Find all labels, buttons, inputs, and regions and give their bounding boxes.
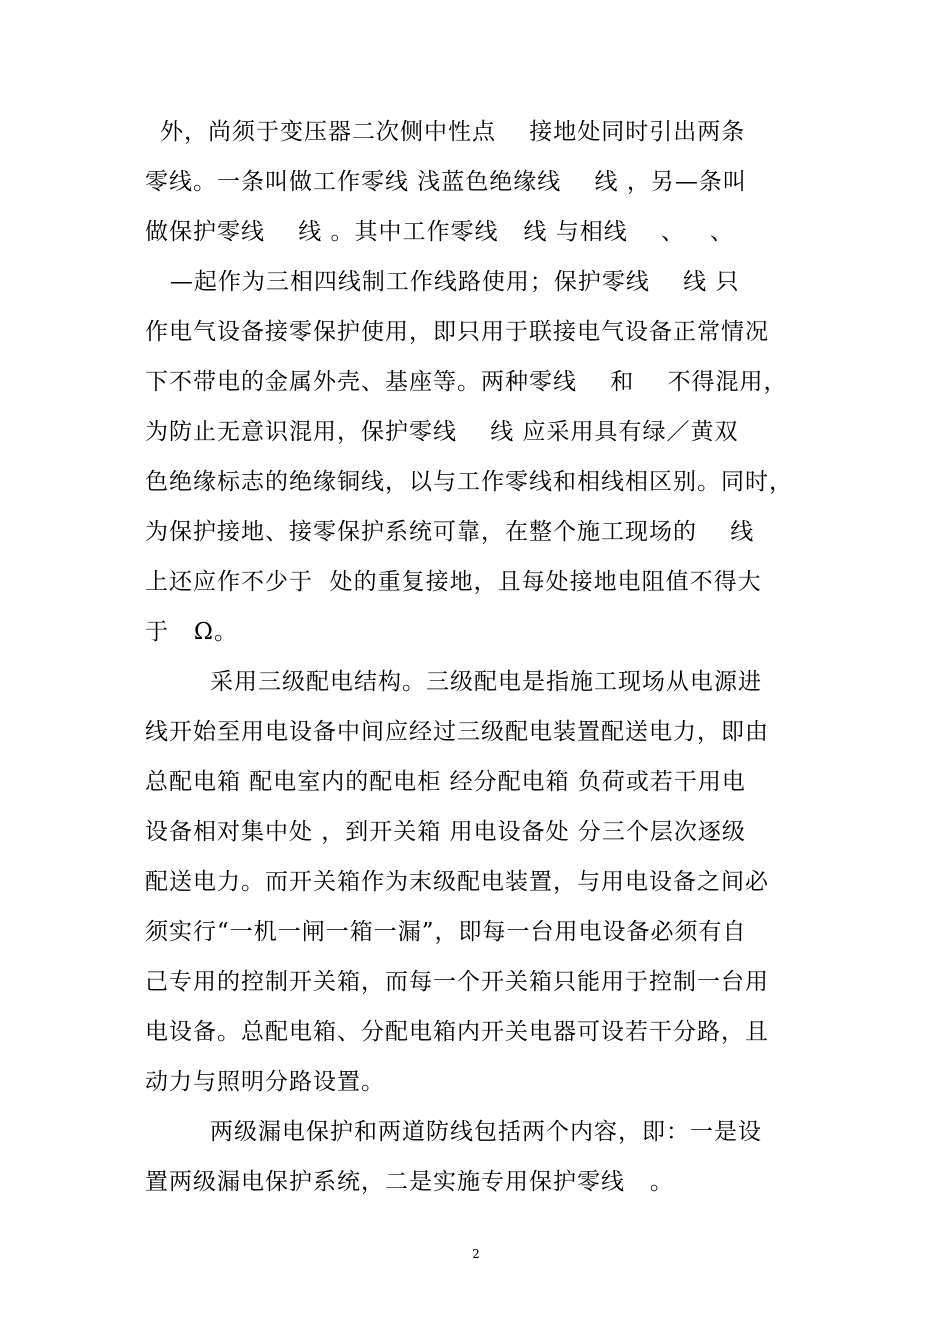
text-line: 于 Ω。 [145, 619, 239, 645]
paragraph-first-line: 两级漏电保护和两道防线包括两个内容，即：一是设 [210, 1119, 762, 1145]
text-line: 线开始至用电设备中间应经过三级配电装置配送电力，即由 [145, 719, 769, 745]
page-number: 2 [472, 1247, 480, 1261]
text-line: 须实行“一机一闸一箱一漏”，即每一台用电设备必须有自 [145, 919, 747, 945]
text-line: 为保护接地、接零保护系统可靠，在整个施工现场的 线 [145, 519, 755, 545]
text-line: 下不带电的金属外壳、基座等。两种零线 和 不得混用， [145, 369, 788, 395]
paragraph-first-line: 采用三级配电结构。三级配电是指施工现场从电源进 [210, 669, 762, 695]
text-line: 配送电力。而开关箱作为末级配电装置，与用电设备之间必 [145, 869, 769, 895]
text-line: —起作为三相四线制工作线路使用；保护零线 线 只 [145, 269, 740, 295]
text-line: 色绝缘标志的绝缘铜线，以与工作零线和相线相区别。同时， [145, 469, 793, 495]
text-line: 总配电箱 配电室内的配电柜 经分配电箱 负荷或若干用电 [145, 769, 746, 795]
text-line: 外，尚须于变压器二次侧中性点 接地处同时引出两条 [160, 119, 746, 145]
text-line: 置两级漏电保护系统，二是实施专用保护零线 。 [145, 1169, 674, 1195]
text-line: 己专用的控制开关箱，而每一个开关箱只能用于控制一台用 [145, 969, 769, 995]
text-line: 零线。一条叫做工作零线 浅蓝色绝缘线 线 ，另—条叫 [145, 169, 747, 195]
text-line: 作电气设备接零保护使用，即只用于联接电气设备正常情况 [145, 319, 769, 345]
text-line: 设备相对集中处 ，到开关箱 用电设备处 分三个层次逐级 [145, 819, 746, 845]
text-line: 为防止无意识混用，保护零线 线 应采用具有绿／黄双 [145, 419, 739, 445]
text-line: 上还应作不少于 处的重复接地，且每处接地电阻值不得大 [145, 569, 762, 595]
text-line: 动力与照明分路设置。 [145, 1069, 385, 1095]
text-line: 电设备。总配电箱、分配电箱内开关电器可设若干分路，且 [145, 1019, 769, 1045]
text-line: 做保护零线 线 。其中工作零线 线 与相线 、 、 [145, 219, 734, 245]
